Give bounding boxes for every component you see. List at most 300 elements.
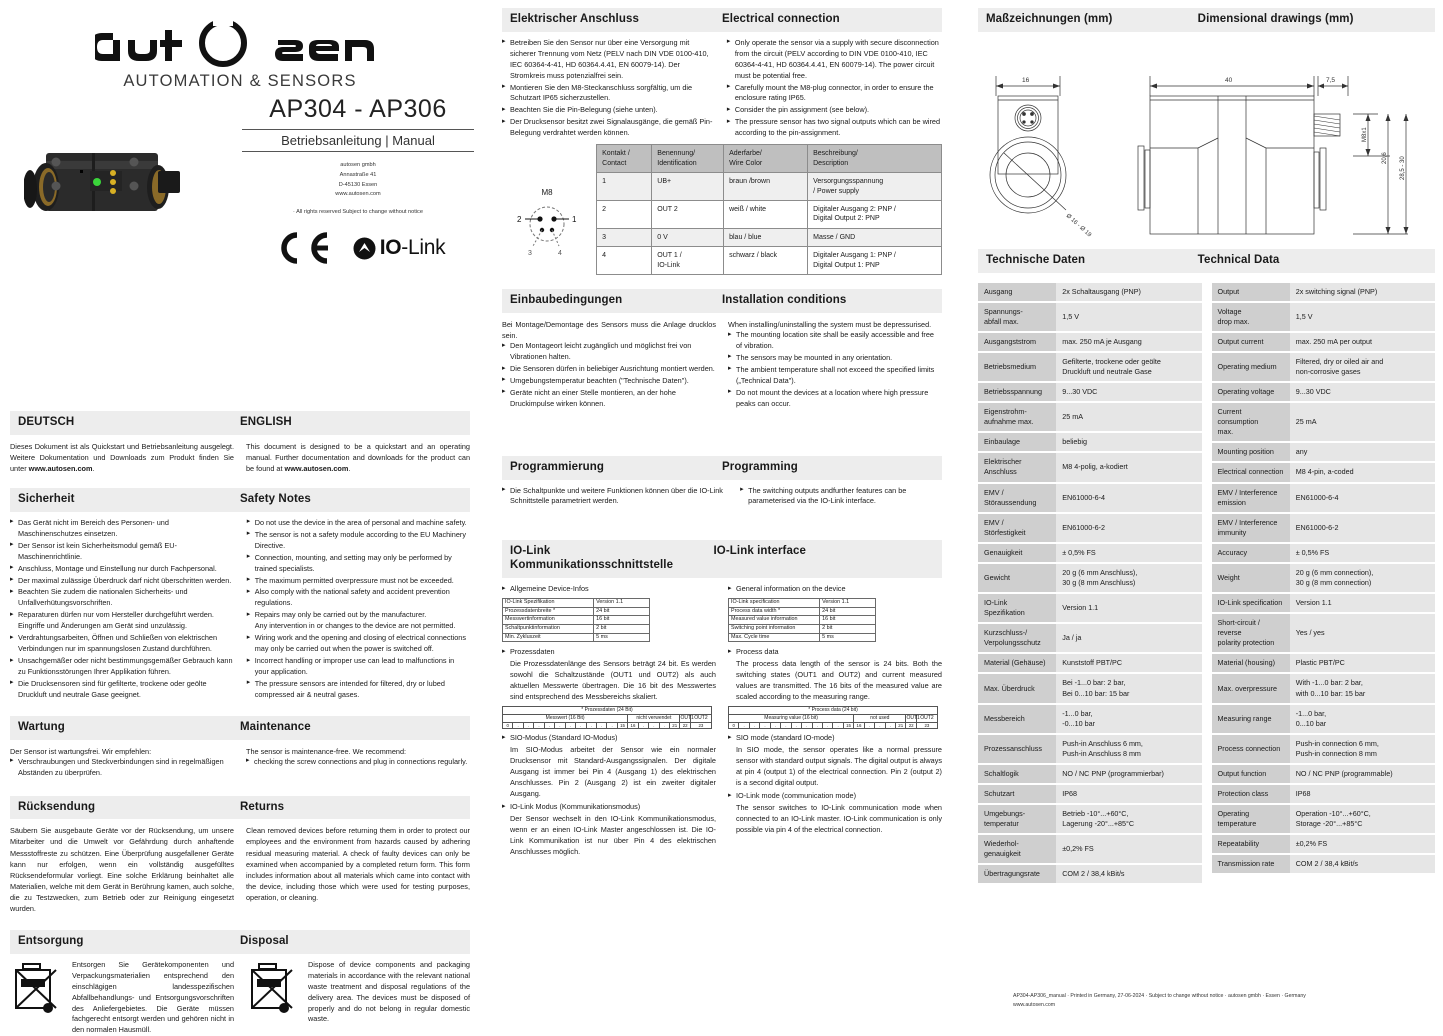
list-item: ▸ The pressure sensors are intended for filtered, dry or lubed compressed air & neutral gases. [247,679,470,701]
techdata-row [1212,855,1436,873]
installation-list-en [728,330,942,410]
table-cell: IO-Link specification [729,598,820,607]
section-title-de: Entsorgung [18,935,84,947]
list-item: ▸ Beachten Sie zudem die nationalen Sicherheits- und Unfallverhütungsvorschriften. [10,587,235,609]
table-cell: 2 [597,200,652,228]
section-title-en: IO-Link interface [713,545,806,558]
techdata-row [978,765,1202,783]
section-techdata-header [978,249,1435,273]
left-column [0,0,480,1035]
iolink-info-table-de [502,598,650,642]
pd-bit: 21 [670,722,680,729]
section-electrical-header [502,8,942,32]
company-address [242,161,474,200]
techdata-row [978,333,1202,351]
disposal-en [246,960,470,1036]
list-item: ▸ Geräte nicht an einer Stelle montieren, an der hohe Druckimpulse wirken können. [502,388,716,410]
svg-text:4: 4 [558,250,562,258]
maintenance-body [10,746,470,780]
techdata-row [978,735,1202,763]
techdata-value: any [1290,443,1435,461]
techdata-value: Version 1.1 [1290,594,1435,612]
company-name: autosen gmbh [340,162,376,168]
techdata-key: Ausgangststrom [978,333,1056,351]
table-cell: 2 bit [594,624,650,633]
iolink-mode-de [502,802,716,813]
techdata-row [978,303,1202,331]
techdata-row [978,785,1202,803]
techdata-key: Protection class [1212,785,1290,803]
programming-body [502,486,942,509]
table-row [729,624,876,633]
company-web: www.autosen.com [335,191,381,198]
table-row [729,607,876,616]
iolink-sio-en [728,733,942,744]
techdata-key: EMV / Störaussendung [978,484,1056,512]
techdata-row [978,383,1202,401]
disposal-de [10,960,234,1036]
iolink-process-de [502,647,716,658]
techdata-row [978,453,1202,481]
techdata-row [1212,303,1436,331]
iolink-mode-en [728,791,942,802]
table-cell: Version 1.1 [820,598,876,607]
dim-front-width: 16 [1022,76,1030,84]
electrical-list-en [727,38,942,140]
table-cell: 16 bit [594,616,650,625]
pd-col-unused: not used [854,714,906,722]
techdata-value: EN61000-6-2 [1290,514,1435,542]
installation-de-intro: Bei Montage/Demontage des Sensors muss die Anlage drucklos sein. [502,319,716,341]
disposal-text-en: Dispose of device components and packaging materials in accordance with the relevant national waste treatment and disposal regulations of the delivery area. The devices must be disposed of properly and do not belong in regular domestic waste. [308,959,470,1024]
techdata-key: Current consumption max. [1212,403,1290,441]
list-item: ▸ Der maximal zulässige Überdruck darf nicht überschritten werden. [10,576,235,587]
section-safety-header [10,488,470,512]
dim-height-1: 20,6 [1382,152,1388,164]
techdata-value: With -1...0 bar: 2 bar, with 0...10 bar: 15 bar [1290,674,1435,702]
techdata-key: Wiederhol- genauigkeit [978,835,1056,863]
techdata-key: Electrical connection [1212,463,1290,481]
intro-en-link[interactable]: www.autosen.com [284,463,349,473]
techdata-value: Push-in connection 6 mm, Push-in connection 8 mm [1290,735,1435,763]
pd-bit: 22 [906,722,916,729]
table-row [729,633,876,642]
table-cell: 1 [597,173,652,201]
section-title-de: Elektrischer Anschluss [510,13,639,25]
table-cell: Process data width * [729,607,820,616]
section-title-en: ENGLISH [240,416,292,428]
techdata-key: Material (Gehäuse) [978,654,1056,672]
techdata-key: Eigenstrohm- aufnahme max. [978,403,1056,431]
techdata-value: NO / NC PNP (programmable) [1290,765,1435,783]
io-link-badge [353,236,446,260]
product-photo [24,125,204,235]
techdata-row [1212,564,1436,592]
iolink-sio-de [502,733,716,744]
techdata-row [1212,353,1436,381]
pd-col-out2: OUT2 [916,714,937,722]
techdata-key: Umgebungs- temperatur [978,805,1056,833]
intro-en-text: This document is designed to be a quickstart and an operating manual. Further documentation and downloads for the product can be found at [246,441,470,473]
table-cell: Max. Cycle time [729,633,820,642]
techdata-value: 2x switching signal (PNP) [1290,283,1435,301]
list-item: ▸ Der Drucksensor besitzt zwei Signalausgänge, die gemäß Pin-Belegung verdrahtet werden können. [502,117,715,139]
table-cell: Measured value information [729,616,820,625]
list-item: ▸ Die Drucksensoren sind für gefilterte, trockene oder geölte Druckluft und neutrale Gase geeignet. [10,679,235,701]
section-title-de: Rücksendung [18,800,96,813]
rights-notice: · All rights reserved Subject to change without notice [293,209,423,216]
techdata-key: Max. Überdruck [978,674,1056,702]
table-cell: IO-Link Spezifikation [503,598,594,607]
techdata-key: Übertragungsrate [978,865,1056,883]
techdata-row [978,805,1202,833]
iolink-sio-text-de: Im SIO-Modus arbeitet der Sensor wie ein normaler Drucksensor mit Standard-Ausgangssignalen. Der digitale Ausgang ist immer bei Pin 4 (Ausgang 1) des elektrischen Anschlusses. Pin 2 (Ausgang 2) ist ein zweiter digitaler Ausgang. [510,745,716,799]
programming-list-de [502,486,728,509]
section-title-de: Technische Daten [986,253,1086,266]
brand-block [10,8,470,91]
techdata-value: 20 g (6 mm Anschluss), 30 g (8 mm Anschluss) [1056,564,1201,592]
returns-body [10,825,470,914]
m8-connector-diagram [502,144,592,265]
techdata-value: Ja / ja [1056,624,1201,652]
process-data-table-en: * Process data (24 bit) Measuring value (16 bit) not used OUT1 OUT2 0 . . . . . . . . . . 15 16 . . . 21 22 23 [728,706,938,729]
table-cell: weiß / white [724,200,808,228]
techdata-row [978,594,1202,622]
techdata-key: Voltage drop max. [1212,303,1290,331]
techdata-value: beliebig [1056,433,1201,451]
section-title-en: Programming [722,460,798,473]
dim-front-diameter: Ø 16 - Ø 19 [1064,212,1092,239]
techdata-value: COM 2 / 38,4 kBit/s [1056,865,1201,883]
techdata-row [1212,403,1436,441]
list-item: ▸ IO-Link Modus (Kommunikationsmodus) [502,802,716,813]
list-item: ▸ Connection, mounting, and setting may only be performed by trained specialists. [247,553,470,575]
svg-text:2: 2 [517,215,522,225]
m8-pinout-icon [509,198,585,260]
techdata-value: Gefilterte, trockene oder geölte Druckluft und neutrale Gase [1056,353,1201,381]
autosen-logo-icon [95,20,385,70]
techdata-value: 25 mA [1290,403,1435,441]
table-row [597,173,942,201]
list-item: ▸ The maximum permitted overpressure must not be exceeded. [247,576,470,587]
installation-body [502,319,942,411]
electrical-list-de [502,38,715,140]
techdata-value: EN61000-6-2 [1056,514,1201,542]
pd-caption: * Prozessdaten (24 Bit) [503,707,712,715]
table-header-row [597,145,942,173]
dim-height-2: 28,5 - 30 [1400,156,1406,180]
table-cell: Switching point information [729,624,820,633]
section-title-de: DEUTSCH [18,416,75,428]
techdata-value: max. 250 mA je Ausgang [1056,333,1201,351]
table-cell: braun /brown [724,173,808,201]
table-row [729,616,876,625]
pd-bit: 16 [854,722,864,729]
table-cell: 4 [597,247,652,275]
drawing-canvas [978,38,1433,243]
table-cell: 5 ms [820,633,876,642]
section-title-en: Disposal [240,935,289,947]
title-block [242,95,474,265]
maintenance-list-en [246,757,470,768]
io-link-logo-icon [353,237,376,260]
techdata-value: ± 0,5% FS [1056,544,1201,562]
table-cell: UB+ [652,173,724,201]
model-number: AP304 - AP306 [269,95,447,123]
list-item: ▸ Consider the pin assignment (see below). [727,105,942,116]
list-item: ▸ Verdrahtungsarbeiten, Öffnen und Schließen von elektrischen Verbindungen nur im spannungslosen Zustand durchführen. [10,633,235,655]
table-cell: Prozessdatenbreite * [503,607,594,616]
electrical-body [502,38,942,140]
techdata-value: COM 2 / 38,4 kBit/s [1290,855,1435,873]
table-cell: Digitaler Ausgang 2: PNP / Digital Output 2: PNP [808,200,942,228]
list-item: ▸ IO-Link mode (communication mode) [728,791,942,802]
list-item: ▸ The sensors may be mounted in any orientation. [728,353,942,364]
list-item: ▸ Verschraubungen und Steckverbindungen sind in regelmäßigen Abständen zu überprüfen. [10,757,234,779]
ce-mark-icon [271,231,333,265]
iolink-process-text-de: Die Prozessdatenlänge des Sensors beträgt 24 bit. Es werden sowohl die Schaltzustände (OUT1 und OUT2) als auch aktuellen Messwerte übertragen. Die 16 bit des Messwertes sind entsprechend des Messbereichs skaliert. [510,659,716,702]
techdata-row [978,433,1202,451]
iolink-mode-text-de: Der Sensor wechselt in den IO-Link Kommunikationsmodus, wenn er an einen IO-Link Master angeschlossen ist. Die IO-Link Kommunikation ist nur über Pin 4 des elektrischen Anschlusses möglich. [510,814,716,856]
techdata-key: Max. overpressure [1212,674,1290,702]
techdata-value: 25 mA [1056,403,1201,431]
techdata-key: Ausgang [978,283,1056,301]
techdata-key: EMV / Interference immunity [1212,514,1290,542]
techdata-value: -1...0 bar, 0...10 bar [1290,705,1435,733]
pd-col-out1: OUT1 [680,714,694,721]
section-title-de: IO-Link Kommunikationsschnittstelle [510,545,674,572]
iolink-mode-text-en: The sensor switches to IO-Link communication mode when connected to an IO-Link master. IO-Link communication is only possible via pin 4 of the electrical connection. [736,803,942,834]
section-title-de: Einbaubedingungen [510,294,623,307]
maintenance-de-intro: Der Sensor ist wartungsfrei. Wir empfehlen: [10,746,152,756]
techdata-row [1212,514,1436,542]
list-item: ▸ Reparaturen dürfen nur vom Hersteller durchgeführt werden. Eingriffe und Änderungen am Gerät sind unzulässig. [10,610,235,632]
techdata-key: Einbaulage [978,433,1056,451]
techdata-value: Yes / yes [1290,614,1435,652]
table-row [729,598,876,607]
table-cell: 0 V [652,228,724,246]
techdata-value: ± 0,5% FS [1290,544,1435,562]
techdata-key: Betriebsmedium [978,353,1056,381]
techdata-key: Spannungs- abfall max. [978,303,1056,331]
manual-subtitle: Betriebsanleitung | Manual [242,129,474,152]
pd-bit: 15 [843,722,853,729]
section-disposal-header [10,930,470,954]
techdata-value: Kunststoff PBT/PC [1056,654,1201,672]
section-title-en: Electrical connection [722,13,840,25]
maintenance-en [246,746,470,780]
intro-en: This document is designed to be a quickstart and an operating manual. Further documentation and downloads for the product can be found at www.autosen.com. [246,441,470,473]
techdata-value: Operation -10°...+60°C, Storage -20°...+85°C [1290,805,1435,833]
iolink-en [728,584,942,860]
techdata-en [1212,281,1436,886]
techdata-row [978,624,1202,652]
column-header: Benennung/ Identification [652,145,724,173]
table-cell: blau / blue [724,228,808,246]
table-row [503,598,650,607]
techdata-value: Version 1.1 [1056,594,1201,622]
pin-assignment-table [596,144,942,275]
iolink-general-de [502,584,716,595]
techdata-row [978,283,1202,301]
installation-en-intro: When installing/uninstalling the system must be depressurised. [728,319,932,329]
list-item: ▸ General information on the device [728,584,942,595]
techdata-value: 20 g (6 mm connection), 30 g (8 mm connection) [1290,564,1435,592]
returns-de: Säubern Sie ausgebaute Geräte vor der Rücksendung, um unsere Mitarbeiter und die Umwelt vor Gefährdung durch anhaftende Messstoffreste zu schützen. Eine Überprüfung ausgefallener Geräte kann nur erfolgen, wenn ein vollständig ausgefülltes Rücksendeformular vorliegt. Eine solche Erklärung beinhaltet alle Materialien, welche mit dem Gerät in Berührung kamen, auch solche, die zu Testzwecken, zum Betrieb oder zur Reinigung eingesetzt wurden. [10,826,234,913]
list-item: ▸ Die Schaltpunkte und weitere Funktionen können über die IO-Link Schnittstelle parametriert werden. [502,486,728,508]
iolink-de [502,584,716,860]
list-item: ▸ The sensor is not a safety module according to the EU Machinery Directive. [247,530,470,552]
pd-col-out2: OUT2 [690,714,711,722]
iolink-process-text-en: The process data length of the sensor is 24 bits. Both the switching states (OUT1 and OUT2) and current measured values are transmitted. The 16 bits of the measured value are scaled according to the measuring range. [736,659,942,702]
list-item: ▸ The switching outputs andfurther features can be parameterised via the IO-Link interface. [740,486,942,508]
techdata-row [1212,333,1436,351]
techdata-value: Bei -1...0 bar: 2 bar, Bei 0...10 bar: 15 bar [1056,674,1201,702]
footer-line-2[interactable]: www.autosen.com [1013,1001,1056,1008]
dimensional-drawings [978,38,1435,243]
techdata-key: Gewicht [978,564,1056,592]
section-drawings-header [978,8,1435,32]
techdata-key: Messbereich [978,705,1056,733]
intro-body [10,441,470,477]
techdata-row [1212,594,1436,612]
techdata-value: Filtered, dry or oiled air and non-corrosive gases [1290,353,1435,381]
pd-bit: 21 [896,722,906,729]
techdata-table-en [1212,281,1436,876]
list-item: ▸ Montieren Sie den M8-Steckanschluss sorgfältig, um die Schutzart IP65 sicherzustellen. [502,83,715,105]
section-title-de: Programmierung [510,460,605,473]
page-footer [1013,992,1433,1010]
section-title-en: Maintenance [240,720,311,733]
techdata-value: IP68 [1056,785,1201,803]
techdata-value: EN61000-6-4 [1056,484,1201,512]
list-item: ▸ checking the screw connections and plug in connections regularly. [246,757,470,768]
techdata-row [1212,614,1436,652]
techdata-value: M8 4-pin, a-coded [1290,463,1435,481]
intro-de-link[interactable]: www.autosen.com [28,463,93,473]
pd-bit: 23 [690,722,711,729]
techdata-row [1212,765,1436,783]
intro-de: Dieses Dokument ist als Quickstart und Betriebsanleitung ausgelegt. Weitere Dokumentation und Downloads zum Produkt finden Sie unter www.autosen.com. [10,441,234,473]
pd-col-measure: Messwert (16 Bit) [503,714,628,722]
iolink-info-table-en [728,598,876,642]
techdata-key: Material (housing) [1212,654,1290,672]
techdata-key: Betriebsspannung [978,383,1056,401]
techdata-row [978,674,1202,702]
section-title-en: Safety Notes [240,493,311,506]
section-installation-header [502,289,942,313]
installation-list-de [502,341,716,410]
pd-bit: 0 [729,722,739,729]
table-row [503,607,650,616]
techdata-value: M8 4-polig, a-kodiert [1056,453,1201,481]
techdata-row [1212,785,1436,803]
techdata-table-de [978,281,1202,886]
table-cell: OUT 2 [652,200,724,228]
list-item: ▸ Do not use the device in the area of personal and machine safety. [247,518,470,529]
techdata-key: EMV / Interference emission [1212,484,1290,512]
table-row [597,228,942,246]
techdata-row [1212,835,1436,853]
table-row [503,633,650,642]
techdata-value: 2x Schaltausgang (PNP) [1056,283,1201,301]
disposal-body [10,960,470,1036]
techdata-value: max. 250 mA per output [1290,333,1435,351]
pd-col-out1: OUT1 [906,714,920,721]
techdata-row [978,564,1202,592]
company-city: D-45130 Essen [338,181,378,188]
table-cell: 5 ms [594,633,650,642]
techdata-value: 1,5 V [1290,303,1435,331]
table-cell: Digitaler Ausgang 1: PNP / Digital Output 1: PNP [808,247,942,275]
list-item: ▸ Unsachgemäßer oder nicht bestimmungsgemäßer Gebrauch kann zu Funktionsstörungen Ihrer Applikation führen. [10,656,235,678]
techdata-row [978,544,1202,562]
techdata-row [978,353,1202,381]
list-item: ▸ Process data [728,647,942,658]
techdata-key: Output current [1212,333,1290,351]
dim-side-length: 40 [1225,76,1233,84]
section-title-de: Sicherheit [18,493,75,506]
list-item: ▸ SIO mode (standard IO-mode) [728,733,942,744]
svg-text:1: 1 [572,215,577,225]
column-header: Kontakt / Contact [597,145,652,173]
right-column [960,0,1443,1020]
programming-list-en [740,486,942,509]
techdata-key: Process connection [1212,735,1290,763]
list-item: ▸ Incorrect handling or improper use can lead to malfunctions in your application. [247,656,470,678]
list-item: ▸ Also comply with the national safety and accident prevention regulations. [247,587,470,609]
list-item: ▸ Der Sensor ist kein Sicherheitsmodul gemäß EU-Maschinenrichtlinie. [10,541,235,563]
list-item: ▸ Beachten Sie die Pin-Belegung (siehe unten). [502,105,715,116]
pd-bit: 0 [503,722,513,729]
techdata-value: NO / NC PNP (programmierbar) [1056,765,1201,783]
dim-thread: M8x1 [1362,127,1368,142]
table-cell: Versorgungsspannung / Power supply [808,173,942,201]
techdata-row [1212,654,1436,672]
techdata-row [1212,484,1436,512]
section-title-en: Returns [240,800,285,813]
brand-tagline: AUTOMATION & SENSORS [123,72,357,90]
table-cell: Min. Zykluszeit [503,633,594,642]
techdata-key: Kurzschluss-/ Verpolungsschutz [978,624,1056,652]
techdata-value: Push-in Anschluss 6 mm, Push-in Anschluss 8 mm [1056,735,1201,763]
list-item: ▸ The mounting location site shall be easily accessible and free of vibration. [728,330,942,352]
techdata-key: Transmission rate [1212,855,1290,873]
techdata-row [978,865,1202,883]
table-cell: 24 bit [820,607,876,616]
techdata-key: Short-circuit / reverse polarity protection [1212,614,1290,652]
certification-marks [242,231,474,265]
iolink-process-en [728,647,942,658]
list-item: ▸ Betreiben Sie den Sensor nur über eine Versorgung mit sicherer Trennung vom Netz (PELV nach DIN VDE 0100-410, IEC 60364-4-41, HD 60364.4.41, EN 60079-14). Der Stromkreis muss potenzialfrei sein. [502,38,715,82]
safety-list-de [10,518,235,702]
list-item: ▸ Carefully mount the M8-plug connector, in order to ensure the enclosure rating IP65. [727,83,942,105]
table-row [597,247,942,275]
list-item: ▸ Umgebungstemperatur beachten ("Technische Daten"). [502,376,716,387]
techdata-key: Operating medium [1212,353,1290,381]
techdata-value: IP68 [1290,785,1435,803]
techdata-row [1212,544,1436,562]
techdata-key: Mounting position [1212,443,1290,461]
techdata-key: Output function [1212,765,1290,783]
techdata-key: Elektrischer Anschluss [978,453,1056,481]
techdata-key: Genauigkeit [978,544,1056,562]
list-item: ▸ Das Gerät nicht im Bereich des Personen- und Maschinenschutzes einsetzen. [10,518,235,540]
section-iolink-header [502,540,942,578]
disposal-text-de: Entsorgen Sie Gerätekomponenten und Verpackungsmaterialien entsprechend den einschlägigen landesspezifischen Abfallbehandlungs- und Entsorgungsvorschriften des Anliefergebietes. Die Geräte müssen fachgerecht entsorgt werden und gehören nicht in den normalen Hausmüll. [72,959,234,1035]
section-returns-header [10,796,470,820]
dim-side-tip: 7,5 [1326,76,1336,84]
